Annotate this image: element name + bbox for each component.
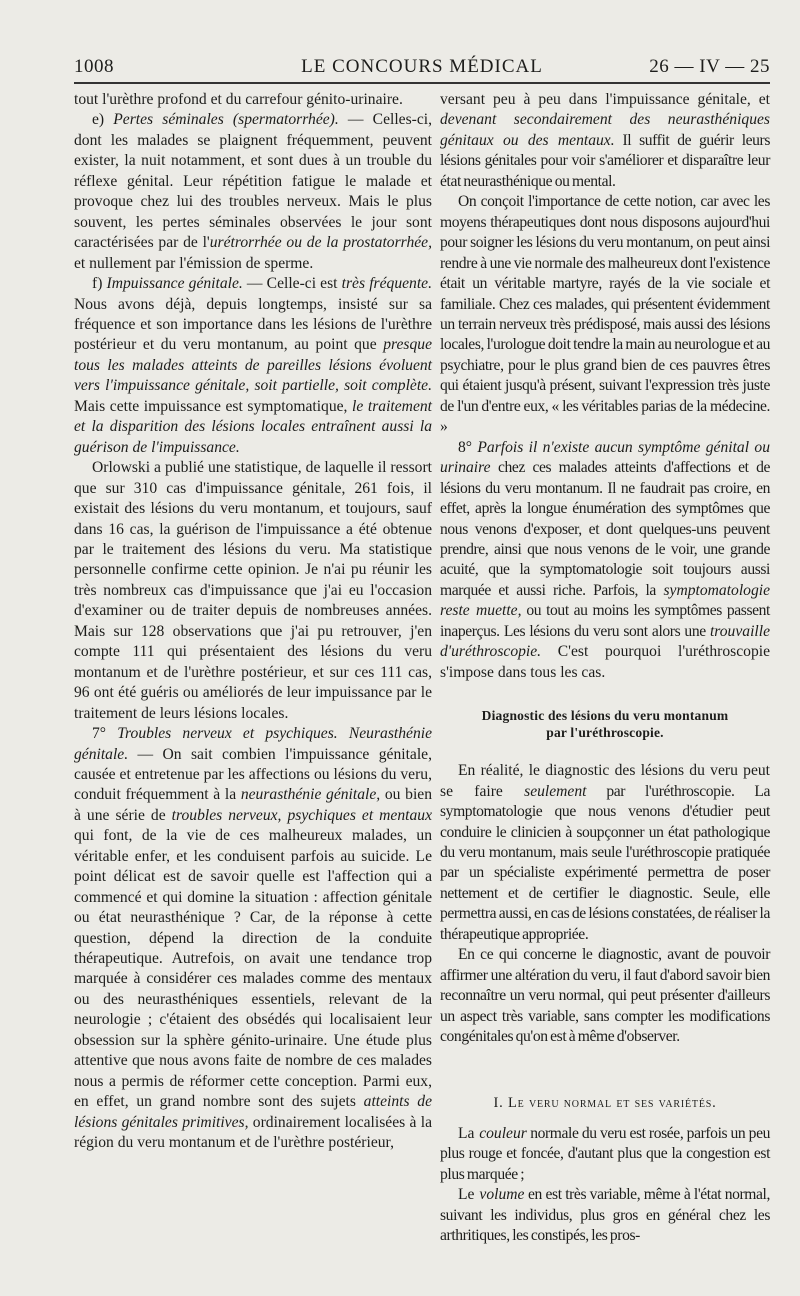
paragraph-aucun-symptome: 8° Parfois il n'existe aucun symptôme génital ou urinaire chez ces malades atteints d'affections et de lésions du veru montanum. Il ne faudrait pas croire, en effet, après la longue énumération des symptômes que nous venons d'exposer, et dont quelques-uns peuvent prendre, ainsi que nous venons de le voir, une grande acuité, que la symptomatologie soit toujours aussi marquée et aussi riche. Parfois, la symptomatologie reste muette, ou tout au moins les symptômes passent inaperçus. Les lésions du veru sont alors une trouvaille d'uréthroscopie. C'est pourquoi l'uréthroscopie s'impose dans tous les cas. bbox=[440, 438, 770, 681]
paragraph-volume: Le volume en est très variable, même à l'état normal, suivant les individus, plus gros en général chez les arthritiques, les constipés, les pros- bbox=[440, 1186, 770, 1245]
section-title: Impuissance génitale. bbox=[106, 275, 243, 293]
paragraph: versant peu à peu dans l'impuissance génitale, et devenant secondairement des neurasthéniques génitaux ou des mentaux. Il suffit de guérir leurs lésions génitales pour voir s'améliorer et disparaître leur état neurasthénique ou mental. bbox=[440, 91, 771, 190]
left-column bbox=[74, 90, 432, 1247]
section-heading-veru-normal: I. Le veru normal et ses variétés. bbox=[493, 1095, 717, 1112]
paragraph-notion: On conçoit l'importance de cette notion, car avec les moyens thérapeutiques dont nous disposons aujourd'hui pour soigner les lésions du veru montanum, on peut ainsi rendre à une vie normale des malheureux dont l'existence était un véritable martyre, rayés de la vie sociale et familiale. Chez ces malades, qui présentent évidemment un terrain nerveux très prédisposé, mais aussi des lésions locales, l'urologue doit tendre la main au neurologue et au psychiatre, pour le plus grand bien de ces pauvres êtres qui étaient jusqu'à présent, suivant l'expression très juste de l'un d'entre eux, « les véritables parias de la médecine. » bbox=[440, 193, 770, 436]
paragraph: tout l'urèthre profond et du carrefour génito-urinaire. bbox=[74, 91, 403, 108]
text-columns bbox=[74, 90, 770, 1247]
paragraph-orlowski: Orlowski a publié une statistique, de laquelle il ressort que sur 310 cas d'impuissance génitale, 261 fois, il existait des lésions du veru montanum, et toujours, sauf dans 16 cas, la guérison de l'impuissance a été obtenue par le traitement des lésions du veru. Ma statistique personnelle confirme cette opinion. Je n'ai pu réunir les très nombreux cas d'impuissance que j'ai eu l'occasion d'examiner ou de traiter depuis de nombreuses années. Mais sur 128 observations que j'ai pu retrouver, j'en compte 111 qui présentaient des lésions du veru montanum et de l'urèthre postérieur, et sur ces 111 cas, 96 ont été guéris ou améliorés de leur impuissance par le traitement de leurs lésions locales. bbox=[74, 459, 432, 722]
paragraph-pertes-seminales: e) Pertes séminales (spermatorrhée). — Celles-ci, dont les malades se plaignent fréquemment, peuvent exister, la nuit notamment, et sont dues à un trouble du réflexe génital. Leur répétition fatigue le malade et provoque chez lui des troubles nerveux. Mais le plus souvent, les pertes séminales observées le jour sont caractérisées par de l'urétrorrhée ou de la prostatorrhée, et nullement par l'émission de sperme. bbox=[74, 111, 432, 272]
paragraph-diagnostic: En ce qui concerne le diagnostic, avant de pouvoir affirmer une altération du veru, il faut d'abord savoir bien reconnaître un veru normal, qui peut présenter d'ailleurs un aspect très variable, sans compter les modifications congénitales qu'on est à même d'observer. bbox=[440, 946, 770, 1046]
paragraph-couleur: La couleur normale du veru est rosée, parfois un peu plus rouge et foncée, d'autant plus que la congestion est plus marquée ; bbox=[440, 1124, 770, 1183]
page-number: 1008 bbox=[74, 56, 114, 77]
paragraph-troubles-nerveux: 7° Troubles nerveux et psychiques. Neurasthénie génitale. — On sait combien l'impuissance génitale, causée et entretenue par les affections ou lésions du veru, conduit fréquemment à la neurasthénie génitale, ou bien à une série de troubles nerveux, psychiques et mentaux qui font, de la vie de ces malheureux malades, un véritable enfer, et les conduisent parfois au suicide. Le point délicat est de savoir quelle est l'affection qui a commencé et qui domine la situation : affection génitale ou état neurasthénique ? Car, de la réponse à cette question, dépend la direction de la conduite thérapeutique. Autrefois, on avait une tendance trop marquée à considérer ces malades comme des mentaux ou des neurasthéniques essentiels, relevant de la neurologie ; c'étaient des obsédés qui localisaient leur obsession sur la sphère génito-urinaire. Une étude plus attentive que nous avons faite de nombre de ces malades nous a permis de réformer cette conception. Parmi eux, en effet, un grand nombre sont des sujets atteints de lésions génitales primitives, ordinairement localisées à la région du veru montanum et de l'urèthre postérieur, bbox=[74, 725, 433, 1152]
paragraph-realite: En réalité, le diagnostic des lésions du veru peut se faire seulement par l'uréthroscopie. La symptomatologie que nous venons d'étudier peut conduire le clinicien à soupçonner un état pathologique du veru montanum, mais seule l'uréthroscopie pratiquée par un spécialiste expérimenté permettra de poser nettement et de certifier le diagnostic. Seule, elle permettra aussi, en cas de lésions constatées, de réaliser la thérapeutique appropriée. bbox=[440, 762, 770, 943]
section-title: Pertes séminales (spermatorrhée). bbox=[113, 111, 339, 129]
journal-title: LE CONCOURS MÉDICAL bbox=[301, 56, 543, 77]
header-rule bbox=[74, 82, 770, 84]
issue-date: 26 — IV — 25 bbox=[649, 56, 770, 77]
section-title: Troubles nerveux et psychiques. Neurasthénie génitale. bbox=[74, 725, 433, 763]
paragraph-impuissance: f) Impuissance génitale. — Celle-ci est très fréquente. Nous avons déjà, depuis longtemps, insisté sur sa fréquence et son importance dans les lésions de l'urèthre postérieur et du veru montanum, au point que presque tous les malades atteints de pareilles lésions évoluent vers l'impuissance génitale, soit partielle, soit complète. Mais cette impuissance est symptomatique, le traitement et la disparition des lésions locales entraînent aussi la guérison de l'impuissance. bbox=[74, 275, 432, 456]
right-column bbox=[440, 90, 770, 1247]
running-header bbox=[74, 52, 770, 78]
section-title: Parfois il n'existe aucun symptôme génital ou urinaire bbox=[440, 438, 770, 477]
subheading-diagnostic: Diagnostic des lésions du veru montanum par l'uréthroscopie. bbox=[481, 708, 729, 741]
